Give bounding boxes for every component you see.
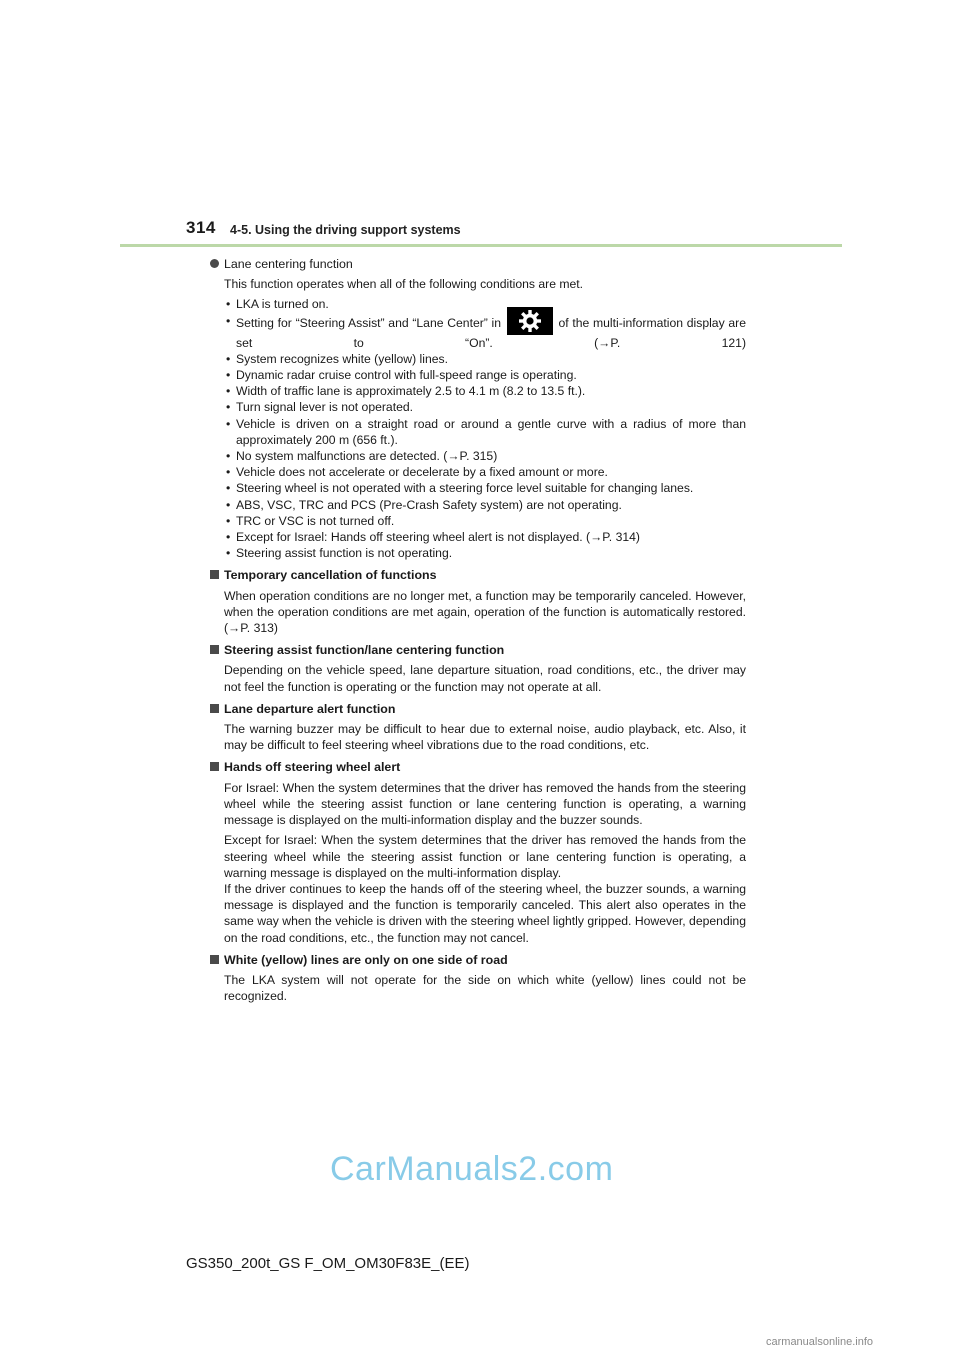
list-item-settings: • Setting for “Steering Assist” and “Lane Center” in of the multi-information display are set to “On”. (→P. 121) <box>210 313 746 351</box>
section-heading: Temporary cancellation of functions <box>210 567 746 583</box>
watermark-logo: CarManuals2.com <box>330 1150 614 1188</box>
section-paragraph: For Israel: When the system determines that the driver has removed the hands from the steering wheel while the steering assist function or lane centering function is operating, a warning message is displayed on the multi-information display and the buzzer sounds. <box>224 780 746 828</box>
section-heading: Hands off steering wheel alert <box>210 759 746 775</box>
square-bullet-icon <box>210 955 219 964</box>
list-item: • Steering assist function is not operating. <box>210 545 746 561</box>
section-lane-departure-alert <box>210 701 746 754</box>
square-bullet-icon <box>210 570 219 579</box>
list-item: • Except for Israel: Hands off steering wheel alert is not displayed. (→P. 314) <box>210 529 746 545</box>
section-temporary-cancellation <box>210 567 746 636</box>
lane-centering-heading: Lane centering function <box>210 256 746 272</box>
section-paragraph: The warning buzzer may be difficult to hear due to external noise, audio playback, etc. Also, it may be difficult to feel steering wheel vibrations due to the road conditions, etc. <box>224 722 746 753</box>
section-heading: Lane departure alert function <box>210 701 746 717</box>
list-item: • No system malfunctions are detected. (→P. 315) <box>210 448 746 464</box>
section-title: 4-5. Using the driving support systems <box>230 223 461 237</box>
list-item: • Turn signal lever is not operated. <box>210 399 746 415</box>
section-paragraph: Except for Israel: When the system determines that the driver has removed the hands from the steering wheel while the steering assist function or lane centering function is operating, a warning message is displayed on the multi-information display. <box>224 833 746 880</box>
square-bullet-icon <box>210 704 219 713</box>
section-paragraph: The LKA system will not operate for the side on which white (yellow) lines could not be recognized. <box>224 972 746 1004</box>
section-heading: White (yellow) lines are only on one side of road <box>210 952 746 968</box>
lane-centering-intro: This function operates when all of the following conditions are met. <box>224 277 584 292</box>
section-steering-assist <box>210 642 746 695</box>
section-paragraph: Depending on the vehicle speed, lane departure situation, road conditions, etc., the driver may not feel the function is operating or the function may not operate at all. <box>224 663 746 694</box>
square-bullet-icon <box>210 762 219 771</box>
list-item: • Dynamic radar cruise control with full-speed range is operating. <box>210 367 746 383</box>
section-heading: Steering assist function/lane centering function <box>210 642 746 658</box>
page-header <box>186 218 746 242</box>
section-paragraph: If the driver continues to keep the hands off of the steering wheel, the buzzer sounds, a warning message is displayed and the function is temporarily canceled. This alert also operates in the same way when the vehicle is driven with the steering wheel lightly gripped. However, depending on the road conditions, etc., the function may not cancel. <box>224 881 746 945</box>
list-item: • ABS, VSC, TRC and PCS (Pre-Crash Safety system) are not operating. <box>210 497 746 513</box>
document-code: GS350_200t_GS F_OM_OM30F83E_(EE) <box>186 1255 470 1272</box>
page-number: 314 <box>186 218 216 237</box>
site-link[interactable]: carmanualsonline.info <box>766 1336 874 1348</box>
section-one-side-lines <box>210 952 746 1005</box>
list-item: • Vehicle does not accelerate or decelerate by a fixed amount or more. <box>210 464 746 480</box>
section-hands-off-alert <box>210 759 746 945</box>
list-item: • Vehicle is driven on a straight road or around a gentle curve with a radius of more than approximately 200 m (656 ft.). <box>210 416 746 448</box>
circle-bullet-icon <box>210 259 219 268</box>
gear-icon <box>507 307 553 335</box>
list-item: • LKA is turned on. <box>210 296 746 312</box>
list-item: • Width of traffic lane is approximately 2.5 to 4.1 m (8.2 to 13.5 ft.). <box>210 383 746 399</box>
list-item: • System recognizes white (yellow) lines. <box>210 351 746 367</box>
list-item: • TRC or VSC is not turned off. <box>210 513 746 529</box>
conditions-list <box>210 296 746 561</box>
list-item: • Steering wheel is not operated with a steering force level suitable for changing lanes. <box>210 480 746 496</box>
square-bullet-icon <box>210 645 219 654</box>
header-divider <box>120 244 842 247</box>
section-paragraph: When operation conditions are no longer met, a function may be temporarily canceled. However, when the operation conditions are met again, operation of the function is automatically restored. (→P. 313) <box>224 588 746 636</box>
main-content <box>210 256 746 1004</box>
